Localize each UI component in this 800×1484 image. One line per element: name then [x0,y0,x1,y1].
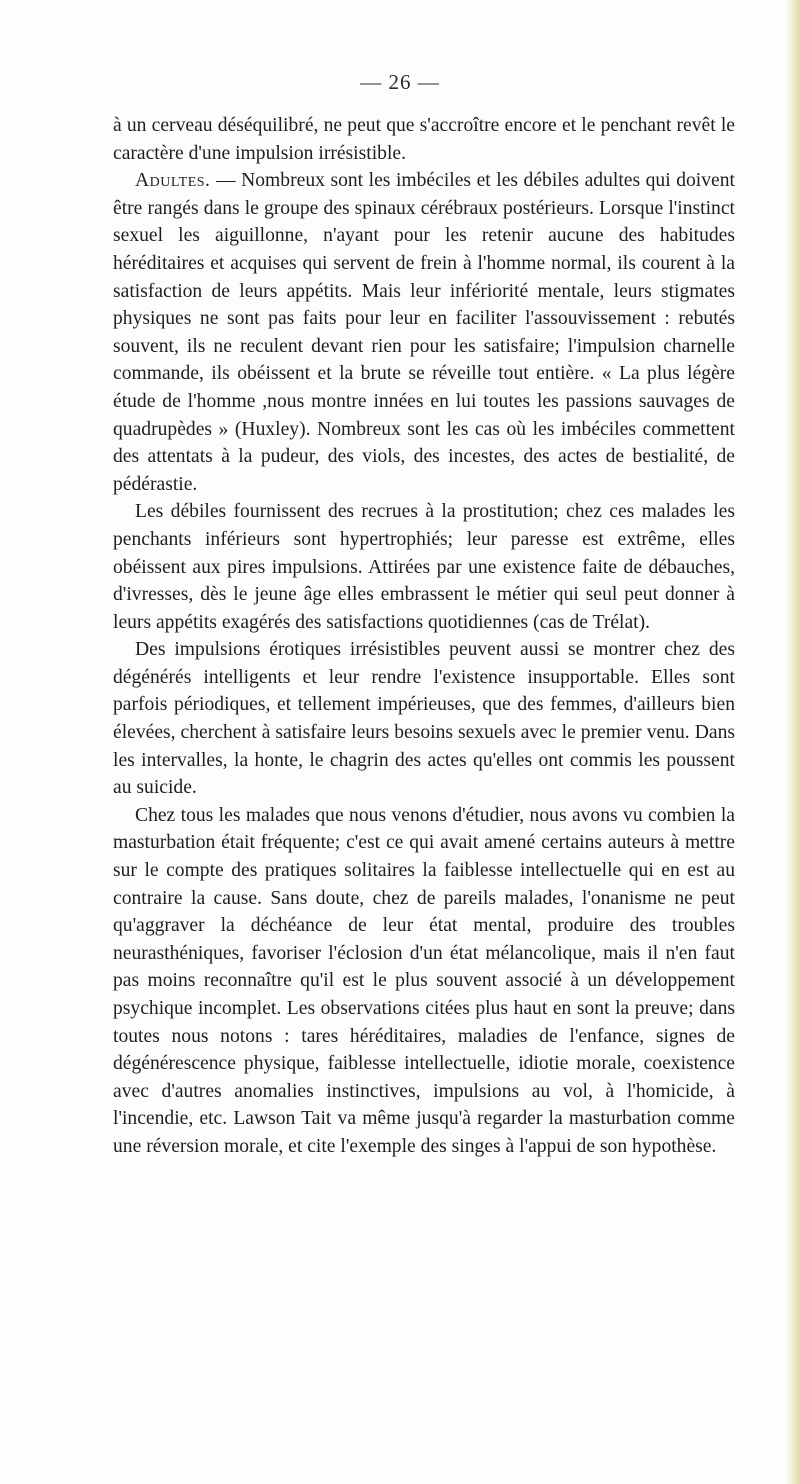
section-lead-adultes: Adultes. [135,170,211,192]
paragraph-text: à un cerveau déséquilibré, ne peut que s'accroître encore et le penchant revêt le caractère d'une impulsion irrésistible. [113,115,735,164]
paragraph-continuation [113,112,735,167]
paragraph-impulsions [113,636,735,802]
paragraph-masturbation [113,802,735,1161]
page-edge-shadow [786,0,800,1484]
paragraph-debiles [113,498,735,636]
paragraph-text: Des impulsions érotiques irrésistibles peuvent aussi se montrer chez des dégénérés intelligents et leur rendre l'existence insupportable. Elles sont parfois périodiques, et tellement impérieuses, que des femmes, d'ailleurs bien élevées, cherchent à satisfaire leurs besoins sexuels avec le premier venu. Dans les intervalles, la honte, le chagrin des actes qu'elles ont commis les poussent au suicide. [113,639,735,799]
paragraph-adultes [113,167,735,498]
paragraph-text: — Nombreux sont les imbéciles et les débiles adultes qui doivent être rangés dans le groupe des spinaux cérébraux postérieurs. Lorsque l'instinct sexuel les aiguillonne, n'ayant pour les retenir aucune des habitudes héréditaires et acquises qui servent de frein à l'homme normal, ils courent à la satisfaction de leurs appétits. Mais leur infériorité mentale, leurs stigmates physiques ne sont pas faits pour leur en faciliter l'assouvissement : rebutés souvent, ils ne reculent devant rien pour les satisfaire; l'impulsion charnelle commande, ils obéissent et la brute se réveille tout entière. « La plus légère étude de l'homme ,nous montre innées en lui toutes les passions sauvages de quadrupèdes » (Huxley). Nombreux sont les cas où les imbéciles commettent des attentats à la pudeur, des viols, des incestes, des actes de bestialité, de pédérastie. [113,170,735,495]
body-text [113,112,735,1161]
paragraph-text: Les débiles fournissent des recrues à la prostitution; chez ces malades les penchants inférieurs sont hypertrophiés; leur paresse est extrême, elles obéissent aux pires impulsions. Attirées par une existence faite de débauches, d'ivresses, dès le jeune âge elles embrassent le métier qui seul peut donner à leurs appétits exagérés des satisfactions quotidiennes (cas de Trélat). [113,501,735,633]
paragraph-text: Chez tous les malades que nous venons d'étudier, nous avons vu combien la masturbation était fréquente; c'est ce qui avait amené certains auteurs à mettre sur le compte des pratiques solitaires la faiblesse intellectuelle qui en est au contraire la cause. Sans doute, chez de pareils malades, l'onanisme ne peut qu'aggraver la déchéance de leur état mental, produire des troubles neurasthéniques, favoriser l'éclosion d'un état mélancolique, mais il n'en faut pas moins reconnaître qu'il est le plus souvent associé à un développement psychique incomplet. Les observations citées plus haut en sont la preuve; dans toutes nous notons : tares héréditaires, maladies de l'enfance, signes de dégénérescence physique, faiblesse intellectuelle, idiotie morale, coexistence avec d'autres anomalies instinctives, impulsions au vol, à l'homicide, à l'incendie, etc. Lawson Tait va même jusqu'à regarder la masturbation comme une réversion morale, et cite l'exemple des singes à l'appui de son hypothèse. [113,804,735,1157]
page-number: — 26 — [360,70,440,94]
